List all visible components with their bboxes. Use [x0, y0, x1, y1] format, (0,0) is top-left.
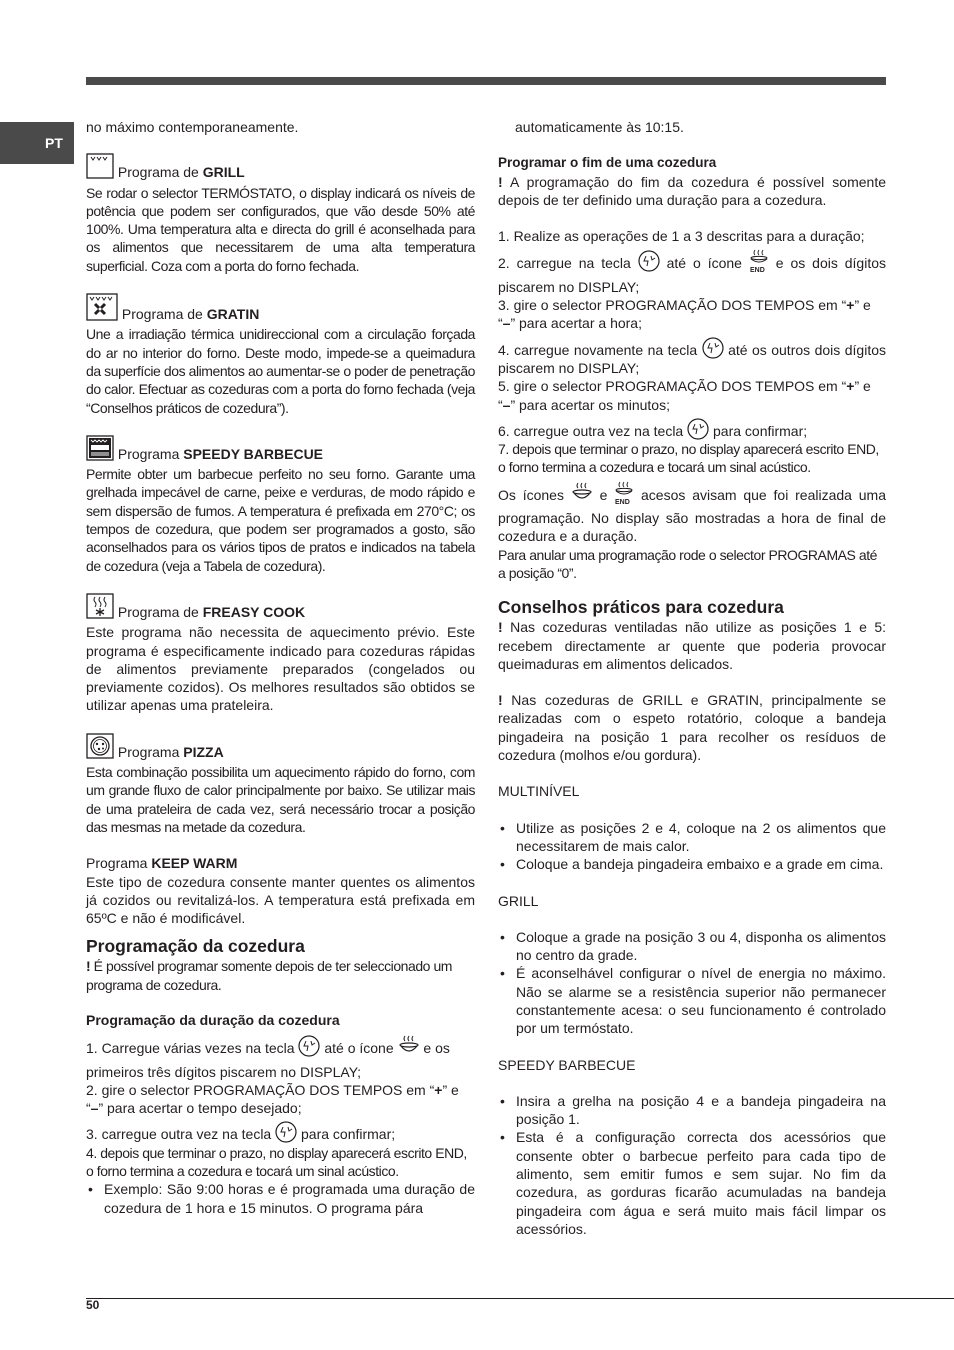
speedy-barbecue-icon	[86, 435, 114, 465]
list-item: • Insira a grelha na posição 4 e a bandeja pingadeira na posição 1.	[498, 1092, 886, 1129]
duration-step-1: 1. Carregue várias vezes na tecla até o ícone e os primeiros três dígitos piscarem no DISPLAY;	[86, 1034, 475, 1081]
speedy-prefix: Programa	[117, 445, 184, 462]
duration-step-3: 3. carregue outra vez na tecla para confirmar;	[86, 1121, 475, 1143]
icons-note: Os ícones e END acesos avisam que foi realizada uma programação. No display são mostradas a hora de final de cozedura e a duração.	[498, 481, 886, 546]
pizza-text: Esta combinação possibilita um aquecimento rápido do forno, com um grande fluxo de calor principalmente por baixo. Se utilizar mais de uma prateleira de cada vez, será necessário trocar a posição das mesmas na metade da cozedura.	[86, 764, 475, 835]
program-keep-warm	[86, 854, 475, 872]
gratin-text: Une a irradiação térmica unidireccional com a circulação forçada do ar no interior do forno. Deste modo, impede-se a queimadura da superfície dos alimentos ao aumentar-se o poder de penetração do calor. Efectuar as cozeduras com a porta do forno fechada (veja “Conselhos práticos de cozedura”).	[86, 326, 475, 416]
list-item: • Esta é a configuração correcta dos acessórios que consente obter o barbecue perfeito para cada tipo de alimento, sem emitir fumos e sem sujar. No fim da cozedura, as gorduras ficarão acumuladas na bandeja pingadeira com água e será muito mais fácil limpar os acessórios.	[498, 1128, 886, 1238]
end-note: A programação do fim da cozedura é possível somente depois de ter definido uma duração para a cozedura.	[498, 173, 886, 208]
program-pizza	[86, 733, 475, 763]
tips-heading: Conselhos práticos para cozedura	[498, 597, 784, 618]
end-cooking-icon	[614, 481, 634, 509]
speedy-text: Permite obter um barbecue perfeito no seu forno. Garante uma grelhada impecável de carne, peixe e verduras, de modo rápido e sem dispersão de fumos. A temperatura é prefixada em 270°C; os tempos de cozedura, que podem ser programados a gosto, são aconselhados para os vários tipos de pratos e indicados na tabela de cozedura (veja a Tabela de cozedura).	[86, 466, 475, 574]
timer-key-icon	[702, 337, 724, 359]
freasy-text: Este programa não necessita de aquecimento prévio. Este programa é especificamente indicado para cozeduras rápidas de alimentos previamente preparados (congelados ou previamente cozidos). Os melhores resultados são obtidos se utilizar apenas uma prateleira.	[86, 624, 475, 714]
cooking-duration-icon	[398, 1034, 420, 1062]
multilevel-list	[498, 819, 886, 874]
programming-heading: Programação da cozedura	[86, 936, 305, 957]
gratin-icon	[86, 293, 118, 325]
end-step-3: 3. gire o selector PROGRAMAÇÃO DOS TEMPOS em “+” e “–” para acertar a hora;	[498, 297, 871, 332]
program-speedy-barbecue	[86, 435, 475, 465]
pizza-icon	[86, 733, 114, 763]
header-rule	[86, 77, 886, 85]
cooking-duration-icon	[571, 481, 593, 509]
duration-step-2: 2. gire o selector PROGRAMAÇÃO DOS TEMPOS em “+” e “–” para acertar o tempo desejado;	[86, 1081, 459, 1117]
program-grill	[86, 153, 475, 183]
end-step-5: 5. gire o selector PROGRAMAÇÃO DOS TEMPOS em “+” e “–” para acertar os minutos;	[498, 378, 871, 413]
continued-text: automaticamente às 10:15.	[515, 119, 684, 135]
multilevel-title: MULTINÍVEL	[498, 783, 580, 800]
pizza-name: PIZZA	[183, 743, 224, 760]
keepwarm-prefix: Programa	[86, 855, 152, 872]
grill-prefix: Programa de	[117, 164, 203, 181]
speedy-list	[498, 1092, 886, 1238]
end-heading: Programar o fim de uma cozedura	[498, 155, 717, 171]
speedy-name: SPEEDY BARBECUE	[183, 445, 324, 462]
pizza-prefix: Programa	[117, 743, 184, 760]
gratin-name: GRATIN	[206, 306, 260, 323]
end-step-1: 1. Realize as operações de 1 a 3 descritas para a duração;	[498, 228, 865, 245]
plus-symbol: +	[434, 1081, 443, 1098]
list-item: • É aconselhável configurar o nível de energia no máximo. Não se alarme se a resistência superior não permanecer constantemente acesa: o seu funcionamento é controlado por um termóstato.	[498, 964, 886, 1037]
keepwarm-text: Este tipo de cozedura consente manter quentes os alimentos já cozidos ou revitalizá-los. A temperatura está prefixada em 65ºC e não é modificável.	[86, 873, 475, 927]
grill-icon	[86, 153, 114, 183]
timer-key-icon	[298, 1035, 320, 1057]
minus-symbol: –	[90, 1100, 99, 1117]
tip-2: Nas cozeduras de GRILL e GRATIN, principalmente se realizadas com o espeto rotatório, coloque a bandeja pingadeira na posição 1 para recolher os resíduos de cozedura (molhos e/ou gordura).	[498, 692, 887, 764]
tip-1: Nas cozeduras ventiladas não utilize as posições 1 e 5: recebem directamente ar quente que poderia provocar queimaduras em alimentos delicados.	[498, 619, 886, 672]
end-step-2: 2. carregue na tecla até o ícone END e os dois dígitos piscarem no DISPLAY;	[498, 249, 886, 296]
end-step-4: 4. carregue novamente na tecla até os outros dois dígitos piscarem no DISPLAY;	[498, 337, 886, 378]
program-gratin	[86, 293, 475, 325]
list-item: • Utilize as posições 2 e 4, coloque na 2 os alimentos que necessitarem de mais calor.	[498, 819, 886, 856]
freasy-prefix: Programa de	[117, 603, 203, 620]
grill-title: GRILL	[498, 892, 539, 909]
intro-text: no máximo contemporaneamente.	[86, 119, 299, 135]
warning-icon: !	[498, 692, 503, 709]
warning-icon: !	[86, 958, 91, 975]
duration-step-4: 4. depois que terminar o prazo, no display aparecerá escrito END, o forno termina a cozedura e tocará um sinal acústico.	[86, 1144, 467, 1180]
grill-list	[498, 928, 886, 1038]
timer-key-icon	[275, 1121, 297, 1143]
svg-text:END: END	[749, 267, 765, 274]
freasy-cook-icon	[86, 593, 114, 623]
footer-rule	[86, 1298, 954, 1299]
end-step-6: 6. carregue outra vez na tecla para confirmar;	[498, 418, 886, 440]
cancel-note: Para anular uma programação rode o selector PROGRAMAS até a posição “0”.	[498, 546, 877, 581]
end-step-7: 7. depois que terminar o prazo, no display aparecerá escrito END, o forno termina a cozedura e tocará um sinal acústico.	[498, 441, 879, 476]
language-tab: PT	[0, 122, 74, 164]
timer-key-icon	[638, 250, 660, 272]
list-item: • Coloque a bandeja pingadeira embaixo e a grade em cima.	[498, 855, 886, 873]
keepwarm-name: KEEP WARM	[151, 855, 238, 872]
programming-note: É possível programar somente depois de ter seleccionado um programa de cozedura.	[86, 958, 452, 993]
program-freasy-cook	[86, 593, 475, 623]
left-column	[86, 118, 475, 1217]
duration-heading: Programação da duração da cozedura	[86, 1011, 340, 1028]
warning-icon: !	[498, 173, 503, 190]
duration-example: • Exemplo: São 9:00 horas e é programada uma duração de cozedura de 1 hora e 15 minutos. O programa pára	[86, 1180, 475, 1217]
timer-key-icon	[687, 418, 709, 440]
freasy-name: FREASY COOK	[202, 603, 306, 620]
speedy-title: SPEEDY BARBECUE	[498, 1056, 636, 1073]
grill-name: GRILL	[202, 164, 245, 181]
page-number: 50	[86, 1298, 100, 1312]
gratin-prefix: Programa de	[121, 306, 207, 323]
list-item: • Coloque a grade na posição 3 ou 4, disponha os alimentos no centro da grade.	[498, 928, 886, 965]
end-cooking-icon	[749, 249, 769, 277]
grill-text: Se rodar o selector TERMÓSTATO, o display indicará os níveis de potência que podem ser configurados, que vão desde 50% até 100%. Uma temperatura alta e directa do grill é aconselhada para os alimentos que necessitarem de uma alta temperatura superficial. Coza com a porta do forno fechada.	[86, 184, 475, 274]
svg-text:END: END	[615, 498, 630, 505]
right-column	[498, 118, 886, 1238]
warning-icon: !	[498, 619, 503, 636]
